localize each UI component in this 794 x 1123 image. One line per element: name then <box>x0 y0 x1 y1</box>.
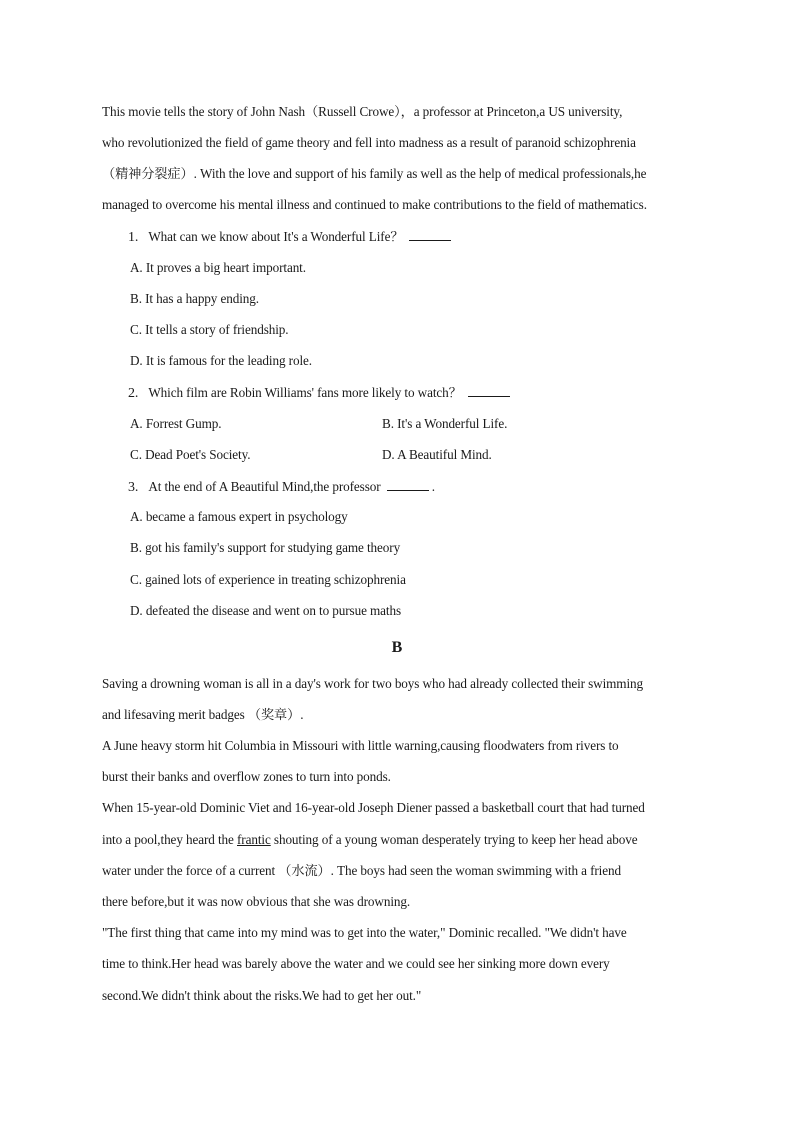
option-b: B. It has a happy ending. <box>130 291 259 306</box>
passage-line: water under the force of a current （水流）. The boys had seen the woman swimming with a friend <box>102 863 621 878</box>
passage-line <box>102 832 637 848</box>
passage-line: managed to overcome his mental illness and continued to make contributions to the field of mathematics. <box>102 197 647 212</box>
passage-line: burst their banks and overflow zones to turn into ponds. <box>102 769 391 784</box>
option-b: B. It's a Wonderful Life. <box>382 416 508 431</box>
passage-line: second.We didn't think about the risks.We had to get her out." <box>102 988 422 1003</box>
option-b: B. got his family's support for studying game theory <box>130 540 401 555</box>
option-c: C. gained lots of experience in treating schizophrenia <box>130 572 406 587</box>
option-d: D. It is famous for the leading role. <box>130 353 312 368</box>
question-1 <box>128 228 451 246</box>
question-stem: Which film are Robin Williams' fans more likely to watch？ <box>148 385 462 400</box>
option-c: C. It tells a story of friendship. <box>130 322 289 337</box>
question-2 <box>128 384 510 402</box>
question-number: 1. <box>128 230 139 245</box>
question-stem: At the end of A Beautiful Mind,the professor <box>148 479 381 494</box>
passage-line: When 15-year-old Dominic Viet and 16-year-old Joseph Diener passed a basketball court that had turned <box>102 800 645 815</box>
passage-line: （精神分裂症）. With the love and support of his family as well as the help of medical professionals,he <box>102 166 647 181</box>
question-stem-end: . <box>431 479 435 494</box>
option-d: D. defeated the disease and went on to pursue maths <box>130 603 402 618</box>
question-number: 2. <box>128 386 139 401</box>
option-d: D. A Beautiful Mind. <box>382 447 492 462</box>
section-heading: B <box>391 639 403 656</box>
underlined-word: frantic <box>237 832 271 847</box>
passage-line: "The first thing that came into my mind was to get into the water," Dominic recalled. "We didn't have <box>102 925 627 940</box>
answer-blank[interactable] <box>409 228 451 241</box>
option-c: C. Dead Poet's Society. <box>130 447 251 462</box>
passage-line: there before,but it was now obvious that she was drowning. <box>102 894 411 909</box>
question-number: 3. <box>128 480 139 495</box>
answer-blank[interactable] <box>468 384 510 397</box>
question-stem: What can we know about It's a Wonderful Life？ <box>148 229 404 244</box>
passage-line: Saving a drowning woman is all in a day's work for two boys who had already collected their swimming <box>102 676 644 691</box>
passage-line: time to think.Her head was barely above the water and we could see her sinking more down every <box>102 956 610 971</box>
passage-line: This movie tells the story of John Nash（Russell Crowe），a professor at Princeton,a US university, <box>102 104 623 119</box>
option-a: A. Forrest Gump. <box>130 416 222 431</box>
passage-line: A June heavy storm hit Columbia in Missouri with little warning,causing floodwaters from rivers to <box>102 738 619 753</box>
text-segment: into a pool,they heard the <box>102 832 237 847</box>
option-row <box>130 416 730 432</box>
passage-line: and lifesaving merit badges （奖章）. <box>102 707 304 722</box>
question-3 <box>128 478 435 496</box>
text-segment: shouting of a young woman desperately trying to keep her head above <box>270 832 638 847</box>
answer-blank[interactable] <box>387 478 429 491</box>
option-row <box>130 447 730 463</box>
option-a: A. It proves a big heart important. <box>130 260 306 275</box>
passage-line: who revolutionized the field of game theory and fell into madness as a result of paranoid schizophrenia <box>102 135 636 150</box>
option-a: A. became a famous expert in psychology <box>130 509 348 524</box>
